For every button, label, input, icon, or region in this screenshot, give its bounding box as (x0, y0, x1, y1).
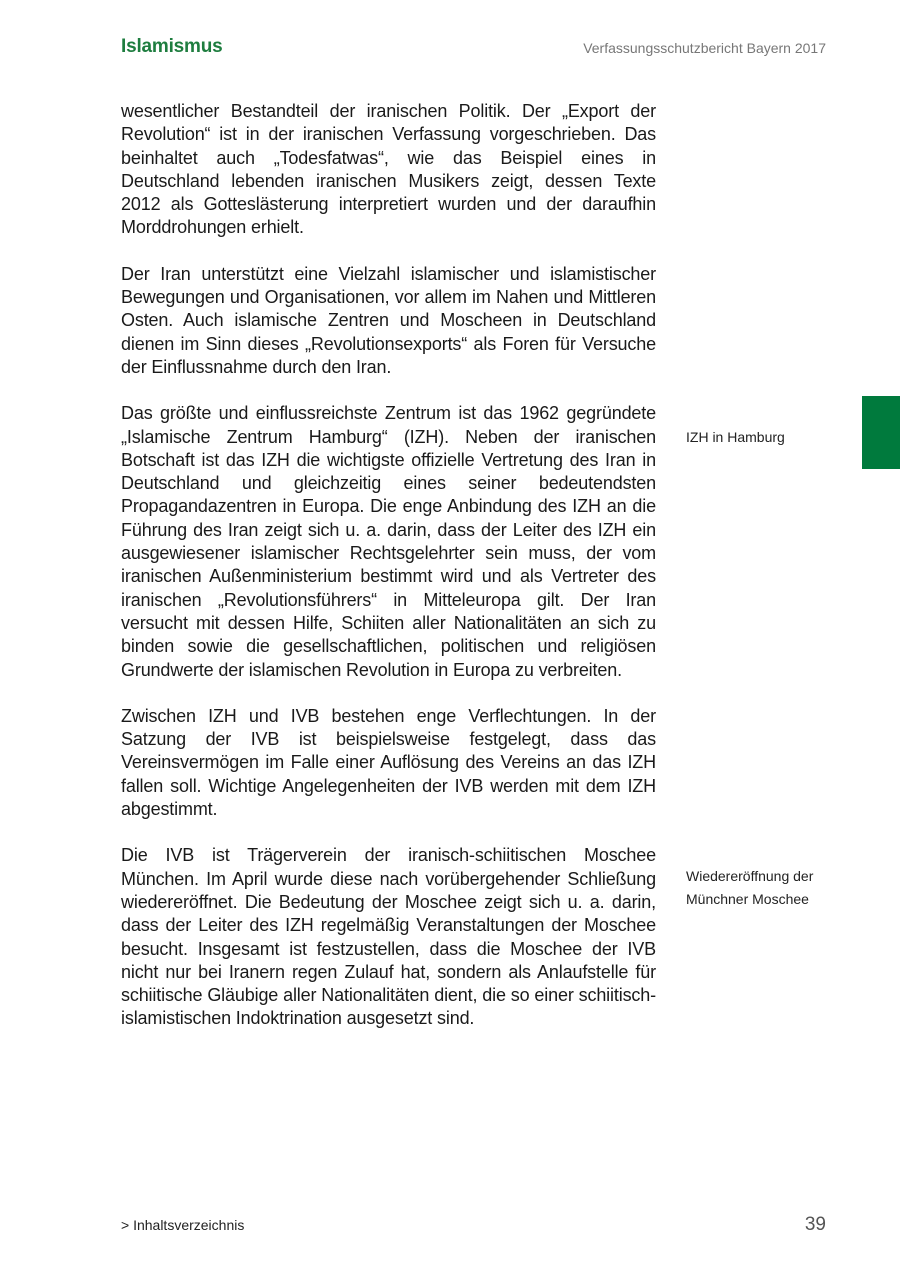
report-title: Verfassungsschutzbericht Bayern 2017 (583, 40, 826, 56)
margin-note-izh (686, 426, 846, 449)
margin-note-label: IZH in Hamburg (686, 429, 785, 445)
paragraph: Der Iran unterstützt eine Vielzahl islamischer und islamistischer Bewegungen und Organisationen, vor allem im Nahen und Mittleren Osten. Auch islamische Zentren und Moscheen in Deutschland dienen im Sinn dieses „Revolutionsexports“ als Foren für Versuche der Einflussnahme durch den Iran. (121, 263, 656, 377)
margin-note-label: Wiedereröffnung der (686, 868, 814, 884)
section-title: Islamismus (121, 36, 223, 57)
margin-note-moschee (686, 865, 846, 911)
main-text (121, 100, 656, 1054)
paragraph: wesentlicher Bestandteil der iranischen Politik. Der „Export der Revolution“ ist in der iranischen Verfassung vorgeschrieben. Das beinhaltet auch „Todesfatwas“, wie das Beispiel eines in Deutschland lebenden iranischen Musikers zeigt, dessen Texte 2012 als Gotteslästerung interpretiert wurden und der daraufhin Morddrohungen erhielt. (121, 101, 656, 238)
paragraph: Die IVB ist Trägerverein der iranisch-schiitischen Moschee München. Im April wurde diese nach vorübergehender Schließung wiedereröffnet. Die Bedeutung der Moschee zeigt sich u. a. darin, dass der Leiter des IZH regelmäßig Veranstaltungen der Moschee besucht. Insgesamt ist festzustellen, dass die Moschee der IVB nicht nur bei Iranern regen Zulauf hat, sondern als Anlaufstelle für schiitische Gläubige aller Nationalitäten dient, die so einer schiitisch-islamistischen Indoktrination ausgesetzt sind. (121, 845, 656, 1029)
chapter-tab-marker (862, 396, 900, 469)
table-of-contents-link[interactable]: > Inhaltsverzeichnis (121, 1217, 245, 1233)
paragraph: Das größte und einflussreichste Zentrum ist das 1962 gegründete „Islamische Zentrum Hamburg“ (IZH). Neben der iranischen Botschaft ist das IZH die wichtigste offizielle Vertretung des Iran in Deutschland und gleichzeitig eines seiner bedeutendsten Propagandazentren in Europa. Die enge Anbindung des IZH an die Führung des Iran zeigt sich u. a. darin, dass der Leiter des IZH ein ausgewiesener islamischer Rechtsgelehrter sein muss, der vom iranischen Außenministerium bestimmt wird und als Vertreter des iranischen „Revolutionsführers“ in Mitteleuropa gilt. Der Iran versucht mit dessen Hilfe, Schiiten aller Nationalitäten an sich zu binden sowie die gesellschaftlichen, politischen und religiösen Grundwerte der islamischen Revolution in Europa zu verbreiten. (121, 403, 656, 680)
paragraph: Zwischen IZH und IVB bestehen enge Verflechtungen. In der Satzung der IVB ist beispielsweise festgelegt, dass das Vereinsvermögen im Falle einer Auflösung des Vereins an das IZH fallen soll. Wichtige Angelegenheiten der IVB werden mit dem IZH abgestimmt. (121, 705, 656, 820)
page-number: 39 (804, 1214, 826, 1235)
margin-note-label: Münchner Moschee (686, 891, 809, 907)
